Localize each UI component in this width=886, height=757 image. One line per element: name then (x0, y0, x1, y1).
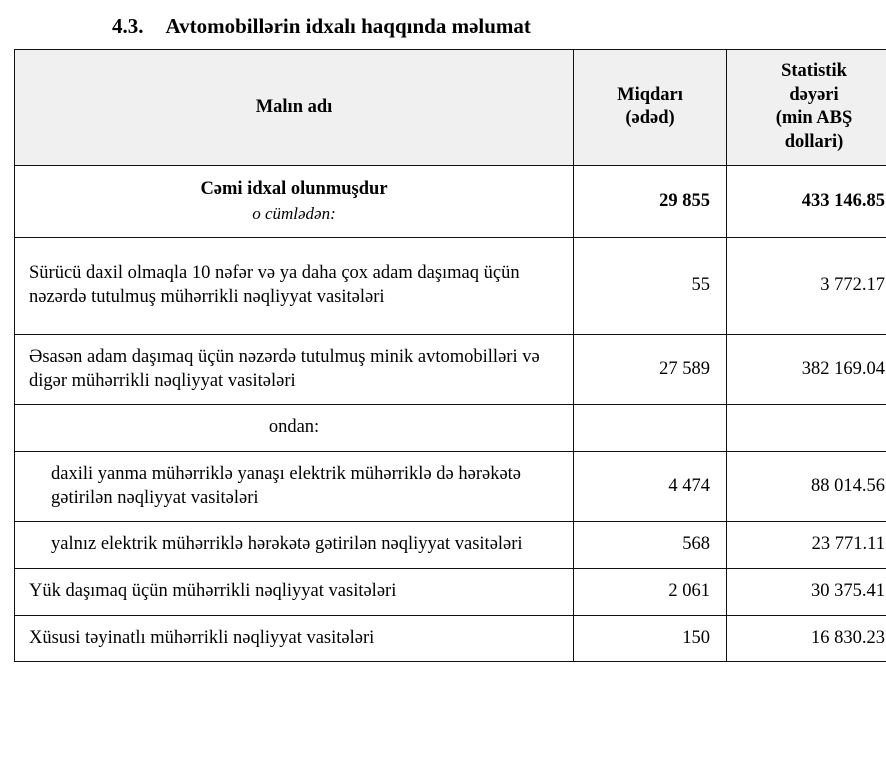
row-label-freight: Yük daşımaq üçün mühərrikli nəqliyyat vasitələri (15, 569, 574, 616)
column-header-quantity (574, 50, 727, 166)
row-quantity-special-purpose: 150 (574, 615, 727, 662)
page-title (112, 0, 886, 49)
row-value-passenger-10plus: 3 772.17 (727, 238, 886, 335)
table-header-row (15, 50, 886, 166)
row-label-electric: yalnız elektrik mühərriklə hərəkətə gətirilən nəqliyyat vasitələri (15, 522, 574, 569)
import-statistics-table (14, 49, 886, 662)
row-label-total (15, 165, 574, 237)
row-quantity-total: 29 855 (574, 165, 727, 237)
table-row (15, 452, 886, 522)
column-header-value-line2: dəyəri (789, 84, 839, 105)
column-header-quantity-line2: (ədəd) (625, 108, 675, 129)
table-body (15, 165, 886, 662)
table-head (15, 50, 886, 166)
page-title-text: Avtomobillərin idxalı haqqında məlumat (165, 14, 531, 38)
row-value-cars: 382 169.04 (727, 335, 886, 405)
row-label-passenger-10plus: Sürücü daxil olmaqla 10 nəfər və ya daha çox adam daşımaq üçün nəzərdə tutulmuş mühərrikli nəqliyyat vasitələri (15, 238, 574, 335)
row-quantity-cars: 27 589 (574, 335, 727, 405)
row-quantity-passenger-10plus: 55 (574, 238, 727, 335)
row-value-total: 433 146.85 (727, 165, 886, 237)
row-label-hybrid: daxili yanma mühərriklə yanaşı elektrik mühərriklə də hərəkətə gətirilən nəqliyyat vasitələri (15, 452, 574, 522)
column-header-quantity-line1: Miqdarı (617, 84, 683, 105)
column-header-statistical-value (727, 50, 886, 166)
row-value-electric: 23 771.11 (727, 522, 886, 569)
table-row (15, 405, 886, 452)
row-value-freight: 30 375.41 (727, 569, 886, 616)
column-header-goods-name: Malın adı (15, 50, 574, 166)
row-quantity-ondan (574, 405, 727, 452)
row-value-special-purpose: 16 830.23 (727, 615, 886, 662)
row-quantity-hybrid: 4 474 (574, 452, 727, 522)
table-row (15, 522, 886, 569)
column-header-value-line1: Statistik (781, 61, 847, 81)
row-label-cars: Əsasən adam daşımaq üçün nəzərdə tutulmuş minik avtomobilləri və digər mühərrikli nəqliyyat vasitələri (15, 335, 574, 405)
row-value-ondan (727, 405, 886, 452)
row-quantity-freight: 2 061 (574, 569, 727, 616)
row-value-hybrid: 88 014.56 (727, 452, 886, 522)
table-row (15, 615, 886, 662)
row-label-special-purpose: Xüsusi təyinatlı mühərrikli nəqliyyat vasitələri (15, 615, 574, 662)
page-title-number: 4.3. (112, 14, 144, 38)
row-label-total-text: Cəmi idxal olunmuşdur (200, 178, 388, 199)
table-row (15, 238, 886, 335)
column-header-value-line4: dollari) (784, 132, 844, 153)
table-row (15, 569, 886, 616)
row-label-ondan: ondan: (15, 405, 574, 452)
column-header-value-line3: (min ABŞ (775, 108, 853, 129)
row-quantity-electric: 568 (574, 522, 727, 569)
row-label-total-subnote: o cümlədən: (252, 204, 336, 224)
table-row (15, 165, 886, 237)
table-row (15, 335, 886, 405)
